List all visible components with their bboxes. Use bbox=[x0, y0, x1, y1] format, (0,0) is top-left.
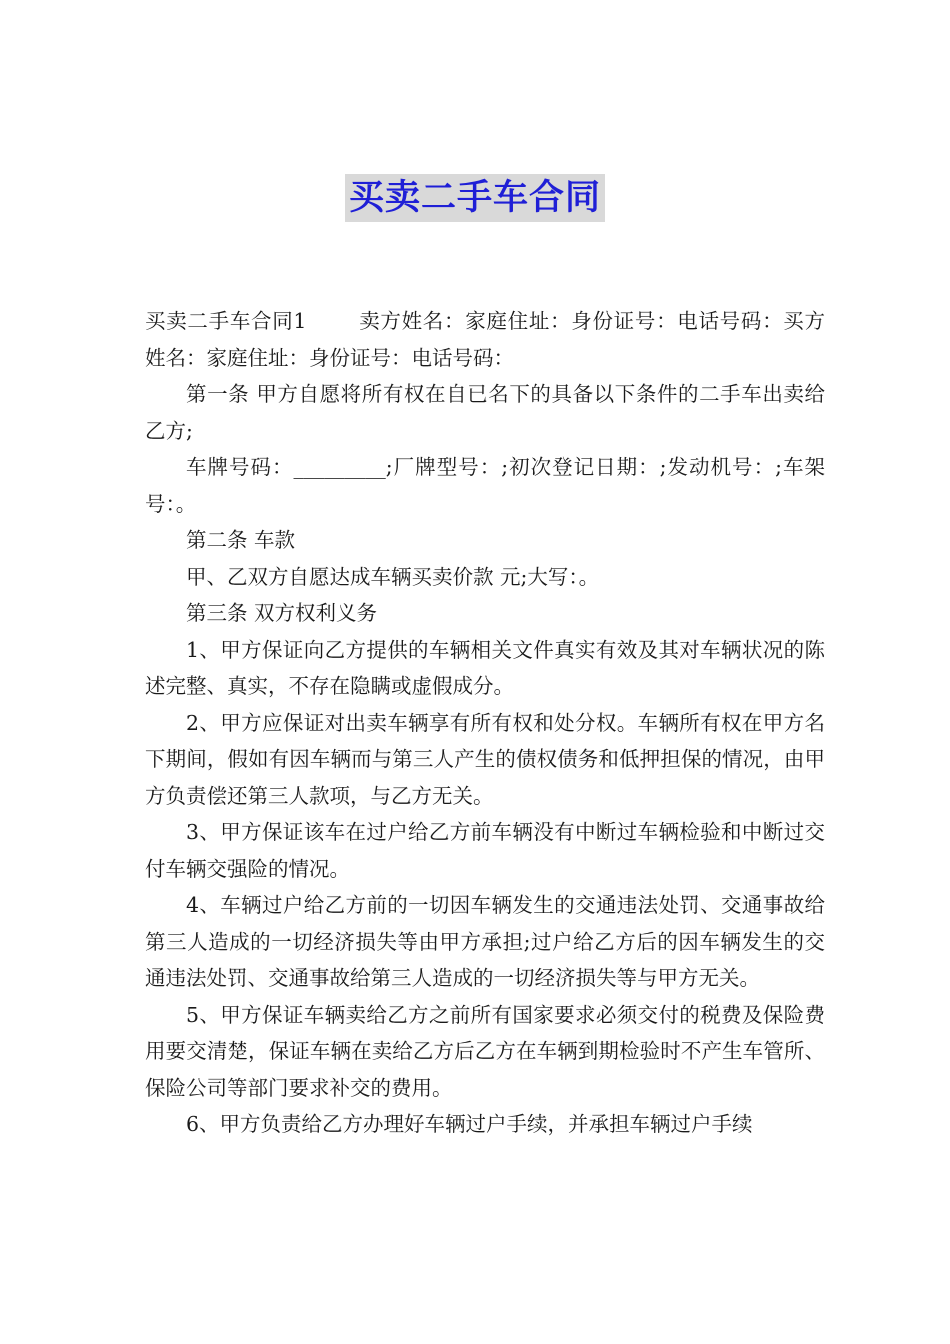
document-body bbox=[145, 303, 825, 1143]
clause-5-paragraph: 5、甲方保证车辆卖给乙方之前所有国家要求必须交付的税费及保险费用要交清楚，保证车辆在卖给乙方后乙方在车辆到期检验时不产生车管所、保险公司等部门要求补交的费用。 bbox=[145, 1002, 825, 1100]
clause-6-paragraph: 6、甲方负责给乙方办理好车辆过户手续，并承担车辆过户手续 bbox=[186, 1112, 753, 1136]
vehicle-info-paragraph: 车牌号码：_________;厂牌型号：;初次登记日期：;发动机号：;车架号：。 bbox=[145, 455, 825, 516]
price-paragraph: 甲、乙双方自愿达成车辆买卖价款 元;大写：。 bbox=[186, 564, 600, 589]
seller-info-line: 卖方姓名：家庭住址：身份证号：电话号码： bbox=[358, 309, 784, 333]
intro-paragraph bbox=[145, 303, 825, 376]
title-container bbox=[0, 174, 950, 222]
buyer-info-line: 买方姓名：家庭住址：身份证号：电话号码： bbox=[145, 309, 826, 370]
clause-1-paragraph: 1、甲方保证向乙方提供的车辆相关文件真实有效及其对车辆状况的陈述完整、真实，不存在隐瞒或虚假成分。 bbox=[145, 637, 825, 698]
article-1-paragraph: 第一条 甲方自愿将所有权在自已名下的具备以下条件的二手车出卖给乙方; bbox=[145, 382, 825, 443]
article-2-heading: 第二条 车款 bbox=[186, 528, 296, 552]
article-3-heading: 第三条 双方权利义务 bbox=[186, 601, 378, 625]
document-title: 买卖二手车合同 bbox=[345, 174, 605, 222]
clause-3-paragraph: 3、甲方保证该车在过户给乙方前车辆没有中断过车辆检验和中断过交付车辆交强险的情况。 bbox=[145, 820, 825, 881]
intro-heading: 买卖二手车合同1 bbox=[145, 309, 307, 333]
clause-4-paragraph: 4、车辆过户给乙方前的一切因车辆发生的交通违法处罚、交通事故给第三人造成的一切经济损失等由甲方承担;过户给乙方后的因车辆发生的交通违法处罚、交通事故给第三人造成的一切经济损失等与甲方无关。 bbox=[145, 893, 825, 990]
clause-2-paragraph: 2、甲方应保证对出卖车辆享有所有权和处分权。车辆所有权在甲方名下期间，假如有因车辆而与第三人产生的债权债务和低押担保的情况，由甲方负责偿还第三人款项，与乙方无关。 bbox=[145, 710, 825, 808]
